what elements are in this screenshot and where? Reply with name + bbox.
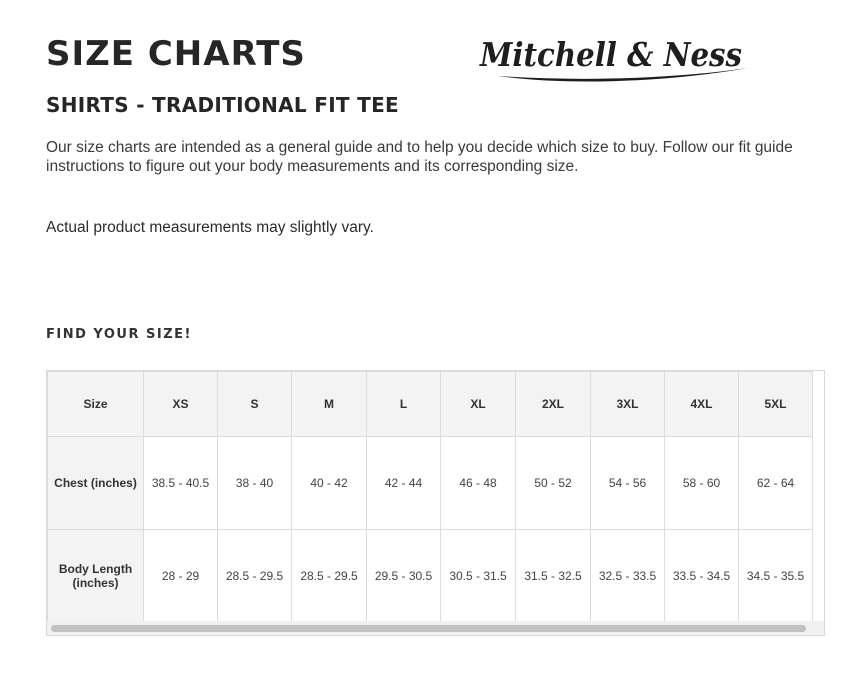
size-header-cell: M [292, 372, 367, 437]
size-header-cell: 5XL [739, 372, 813, 437]
page-title: SIZE CHARTS [46, 34, 306, 74]
chest-value: 54 - 56 [591, 437, 665, 530]
brand-logo [478, 30, 754, 92]
chest-value: 38 - 40 [218, 437, 292, 530]
horizontal-scrollbar-track[interactable] [47, 621, 824, 635]
body-length-value: 30.5 - 31.5 [441, 530, 516, 623]
row-label: Body Length (inches) [48, 530, 144, 623]
body-length-value: 28.5 - 29.5 [292, 530, 367, 623]
size-header-cell: XL [441, 372, 516, 437]
size-header-row [48, 372, 813, 437]
row-label: Chest (inches) [48, 437, 144, 530]
chest-value: 46 - 48 [441, 437, 516, 530]
body-length-value: 33.5 - 34.5 [665, 530, 739, 623]
size-table [47, 371, 813, 623]
body-length-value: 28 - 29 [144, 530, 218, 623]
chest-value: 40 - 42 [292, 437, 367, 530]
body-length-value: 32.5 - 33.5 [591, 530, 665, 623]
size-table-container[interactable] [46, 370, 825, 636]
body-length-value: 28.5 - 29.5 [218, 530, 292, 623]
chest-value: 58 - 60 [665, 437, 739, 530]
body-length-value: 34.5 - 35.5 [739, 530, 813, 623]
horizontal-scrollbar-thumb[interactable] [51, 625, 806, 632]
body-length-value: 29.5 - 30.5 [367, 530, 441, 623]
size-header-cell: 2XL [516, 372, 591, 437]
chest-value: 42 - 44 [367, 437, 441, 530]
page-subtitle: SHIRTS - TRADITIONAL FIT TEE [46, 93, 400, 117]
measurement-note: Actual product measurements may slightly vary. [46, 219, 374, 236]
chest-row [48, 437, 813, 530]
body-length-row [48, 530, 813, 623]
chest-value: 50 - 52 [516, 437, 591, 530]
size-header-cell: 3XL [591, 372, 665, 437]
intro-text: Our size charts are intended as a general guide and to help you decide which size to buy. Follow our fit guide instructions to figure out your body measurements and its corresponding size. [46, 139, 793, 175]
chest-value: 38.5 - 40.5 [144, 437, 218, 530]
size-header-cell: 4XL [665, 372, 739, 437]
chest-value: 62 - 64 [739, 437, 813, 530]
find-size-heading: FIND YOUR SIZE! [46, 327, 192, 342]
size-header-cell: S [218, 372, 292, 437]
size-header-cell: L [367, 372, 441, 437]
svg-text:Mitchell & Ness: Mitchell & Ness [479, 35, 742, 74]
size-header-cell: Size [48, 372, 144, 437]
body-length-value: 31.5 - 32.5 [516, 530, 591, 623]
size-header-cell: XS [144, 372, 218, 437]
